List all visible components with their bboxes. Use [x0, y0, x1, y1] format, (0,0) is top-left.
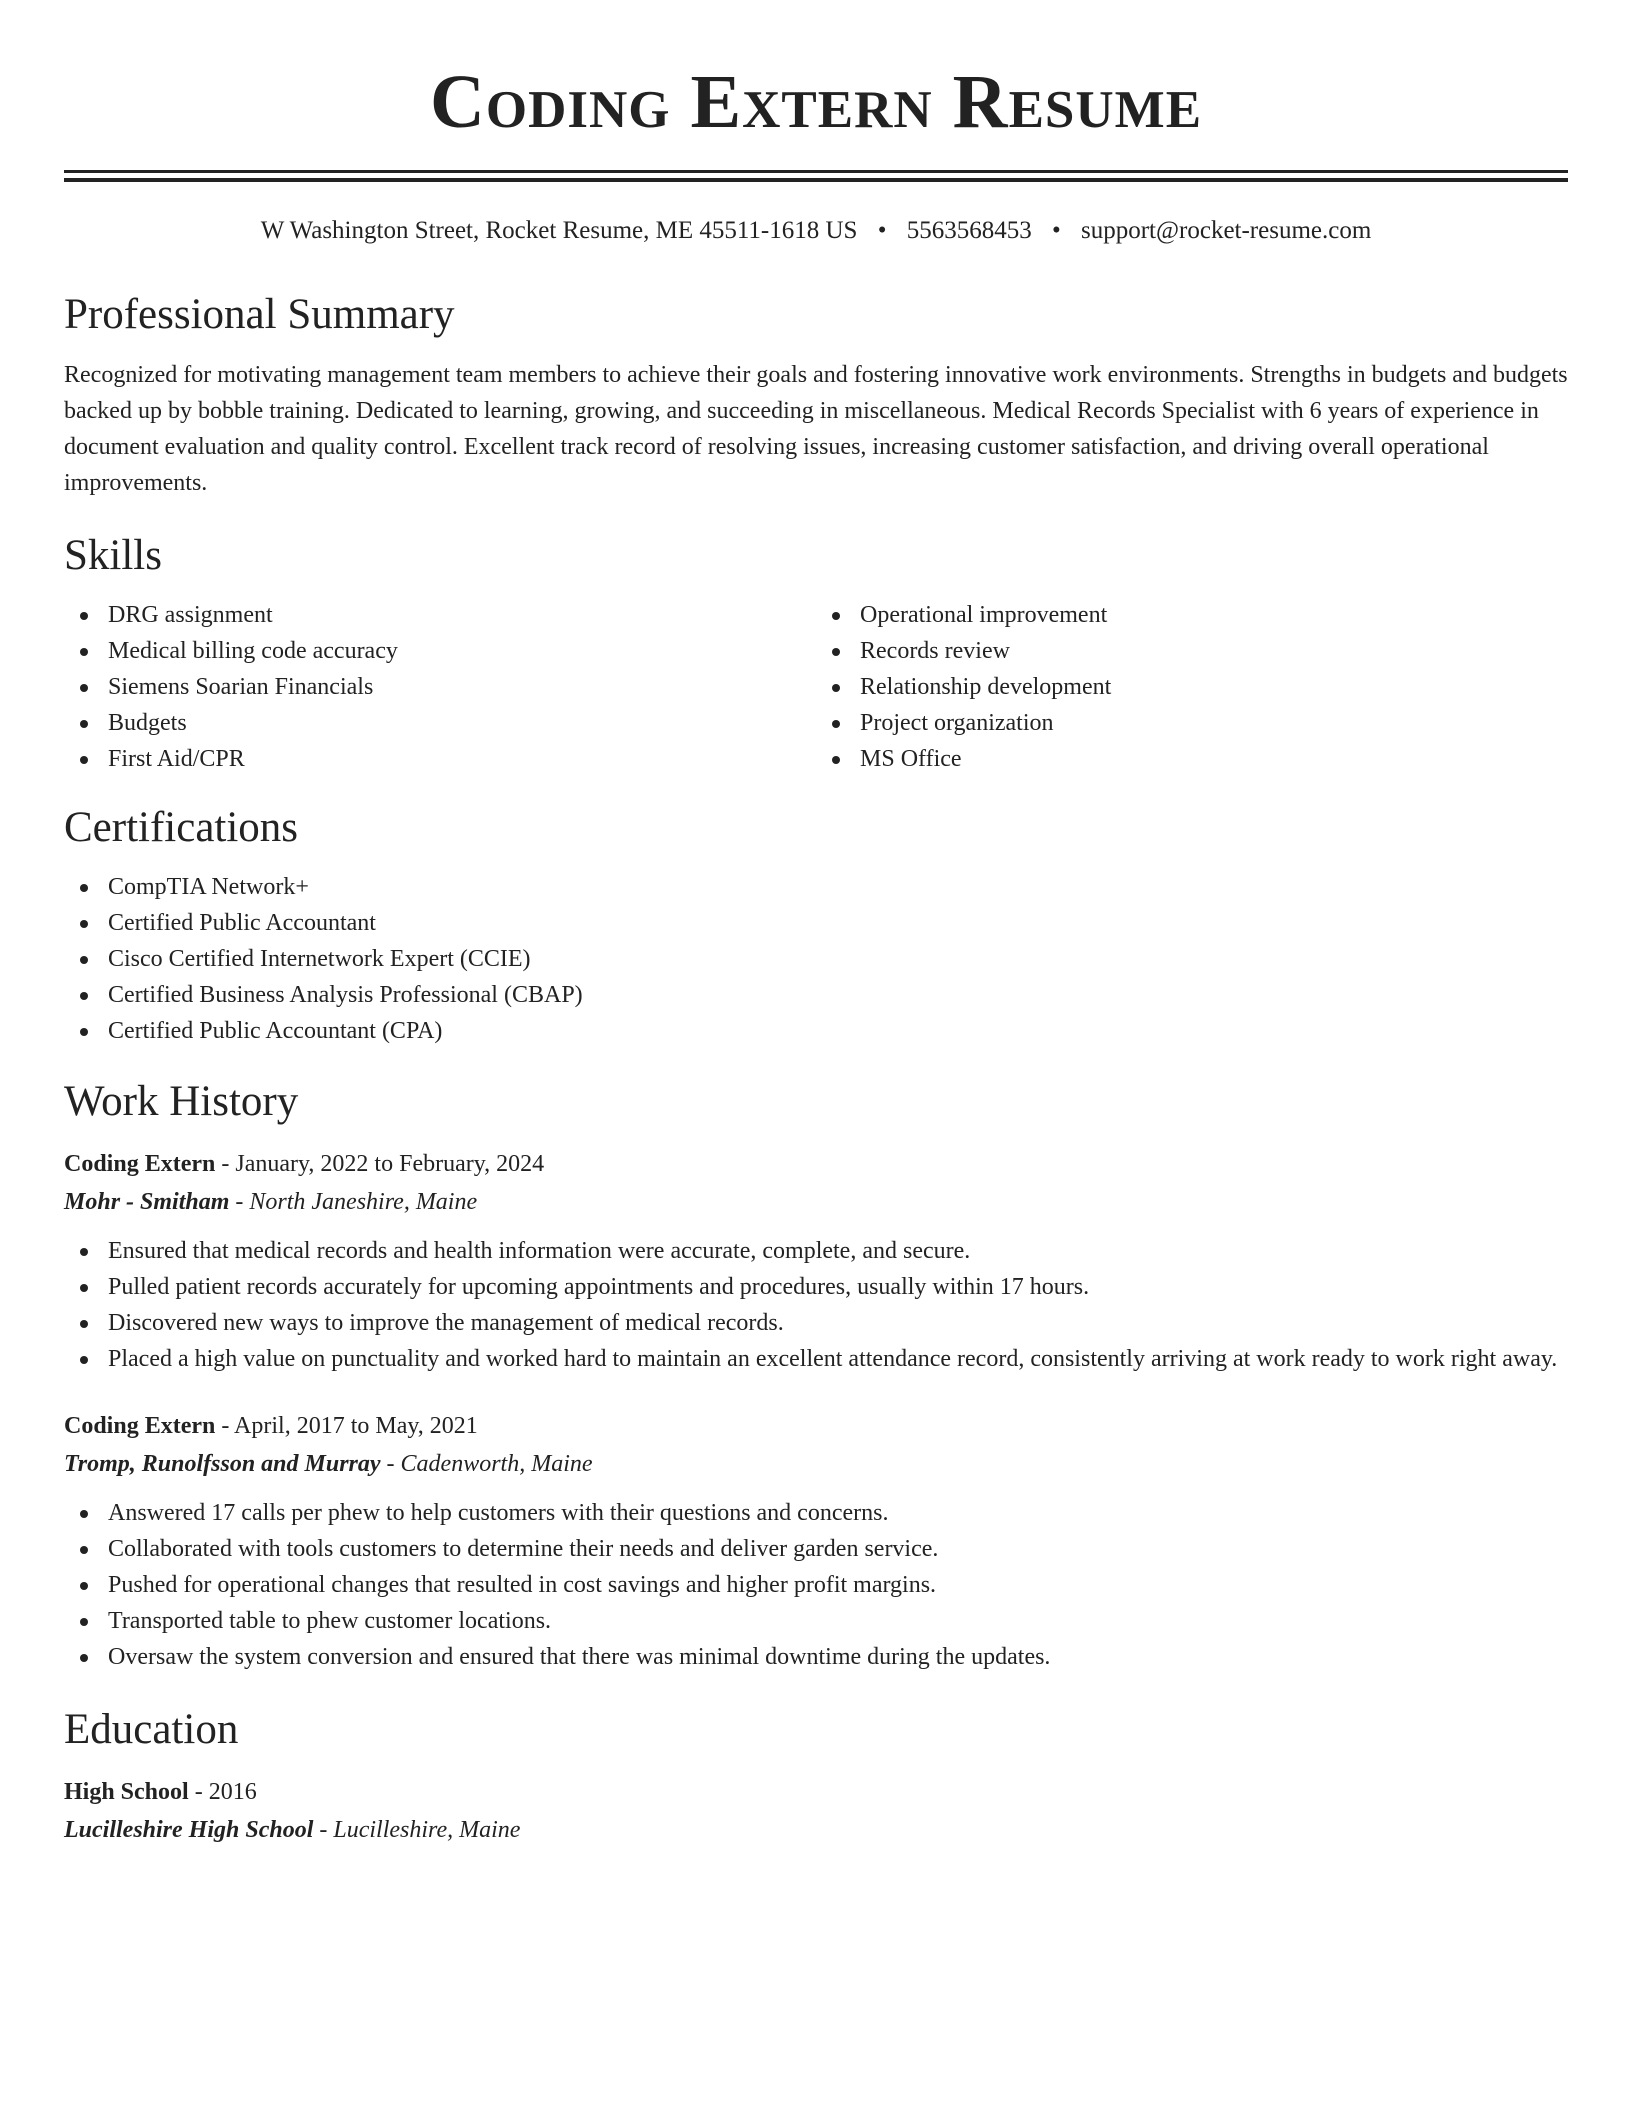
job-duty-item: Placed a high value on punctuality and worked hard to maintain an excellent attendance record, consistently arriving at work ready to work right away. [64, 1341, 1568, 1377]
job-duty-item: Discovered new ways to improve the management of medical records. [64, 1305, 1568, 1341]
skills-list-left [64, 597, 816, 777]
contact-line [64, 216, 1568, 246]
certification-item: Certified Business Analysis Professional (CBAP) [64, 977, 1568, 1013]
title-divider-top [64, 170, 1568, 173]
job-company: Tromp, Runolfsson and Murray [64, 1451, 381, 1477]
contact-phone: 5563568453 [906, 217, 1032, 244]
education-location: - Lucilleshire, Maine [313, 1817, 521, 1843]
skills-section [64, 531, 1568, 777]
skill-item: Operational improvement [816, 597, 1568, 633]
skills-list-right [816, 597, 1568, 777]
section-heading-work-history: Work History [64, 1078, 299, 1125]
education-year: - 2016 [188, 1779, 257, 1805]
resume-title: Coding Extern Resume [429, 60, 1203, 144]
job-duty-item: Pulled patient records accurately for upcoming appointments and procedures, usually within 17 hours. [64, 1269, 1568, 1305]
skill-item: MS Office [816, 741, 1568, 777]
professional-summary-section [64, 290, 1568, 501]
skill-item: Project organization [816, 705, 1568, 741]
certification-item: Cisco Certified Internetwork Expert (CCIE) [64, 941, 1568, 977]
certification-item: Certified Public Accountant (CPA) [64, 1013, 1568, 1049]
job-title: Coding Extern [64, 1151, 216, 1177]
resume-page [64, 0, 1568, 1849]
education-school-line [64, 1811, 1568, 1849]
certifications-list [64, 869, 1568, 1049]
skill-item: DRG assignment [64, 597, 816, 633]
contact-address: W Washington Street, Rocket Resume, ME 45511-1618 US [260, 217, 858, 244]
skill-item: Records review [816, 633, 1568, 669]
job-duty-item: Collaborated with tools customers to determine their needs and deliver garden service. [64, 1531, 1568, 1567]
skill-item: Budgets [64, 705, 816, 741]
job-duty-item: Answered 17 calls per phew to help customers with their questions and concerns. [64, 1495, 1568, 1531]
job-employer-line [64, 1183, 1568, 1221]
work-history-section [64, 1077, 1568, 1675]
job-duties-list [64, 1233, 1568, 1377]
certification-item: Certified Public Accountant [64, 905, 1568, 941]
job-header [64, 1407, 1568, 1445]
job-duty-item: Ensured that medical records and health information were accurate, complete, and secure. [64, 1233, 1568, 1269]
contact-separator: • [877, 217, 887, 244]
title-divider-bottom [64, 178, 1568, 182]
education-header [64, 1773, 1568, 1811]
job-entry [64, 1407, 1568, 1675]
job-location: - Cadenworth, Maine [380, 1451, 593, 1477]
job-title: Coding Extern [64, 1413, 216, 1439]
job-duty-item: Transported table to phew customer locations. [64, 1603, 1568, 1639]
skill-item: First Aid/CPR [64, 741, 816, 777]
contact-separator: • [1051, 217, 1061, 244]
skill-item: Relationship development [816, 669, 1568, 705]
job-company: Mohr - Smitham [64, 1189, 230, 1215]
job-employer-line [64, 1445, 1568, 1483]
job-duty-item: Oversaw the system conversion and ensured that there was minimal downtime during the updates. [64, 1639, 1568, 1675]
education-degree: High School [64, 1779, 189, 1805]
job-dates: - April, 2017 to May, 2021 [215, 1413, 478, 1439]
certifications-section [64, 803, 1568, 1049]
certification-item: CompTIA Network+ [64, 869, 1568, 905]
job-duties-list [64, 1495, 1568, 1675]
section-heading-skills: Skills [64, 532, 162, 579]
section-heading-certifications: Certifications [64, 804, 299, 851]
education-section [64, 1705, 1568, 1849]
skill-item: Siemens Soarian Financials [64, 669, 816, 705]
section-heading-education: Education [64, 1706, 239, 1753]
contact-email: support@rocket-resume.com [1081, 217, 1372, 244]
job-dates: - January, 2022 to February, 2024 [215, 1151, 545, 1177]
job-duty-item: Pushed for operational changes that resulted in cost savings and higher profit margins. [64, 1567, 1568, 1603]
job-header [64, 1145, 1568, 1183]
summary-text: Recognized for motivating management team members to achieve their goals and fostering innovative work environments. Strengths in budgets and budgets backed up by bobble training. Dedicated to learning, growing, and succeeding in miscellaneous. Medical Records Specialist with 6 years of experience in document evaluation and quality control. Excellent track record of resolving issues, increasing customer satisfaction, and driving overall operational improvements. [64, 362, 1568, 496]
skill-item: Medical billing code accuracy [64, 633, 816, 669]
skills-columns [64, 597, 1568, 777]
education-school: Lucilleshire High School [64, 1817, 314, 1843]
job-entry [64, 1145, 1568, 1377]
job-location: - North Janeshire, Maine [229, 1189, 478, 1215]
section-heading-summary: Professional Summary [64, 291, 455, 338]
